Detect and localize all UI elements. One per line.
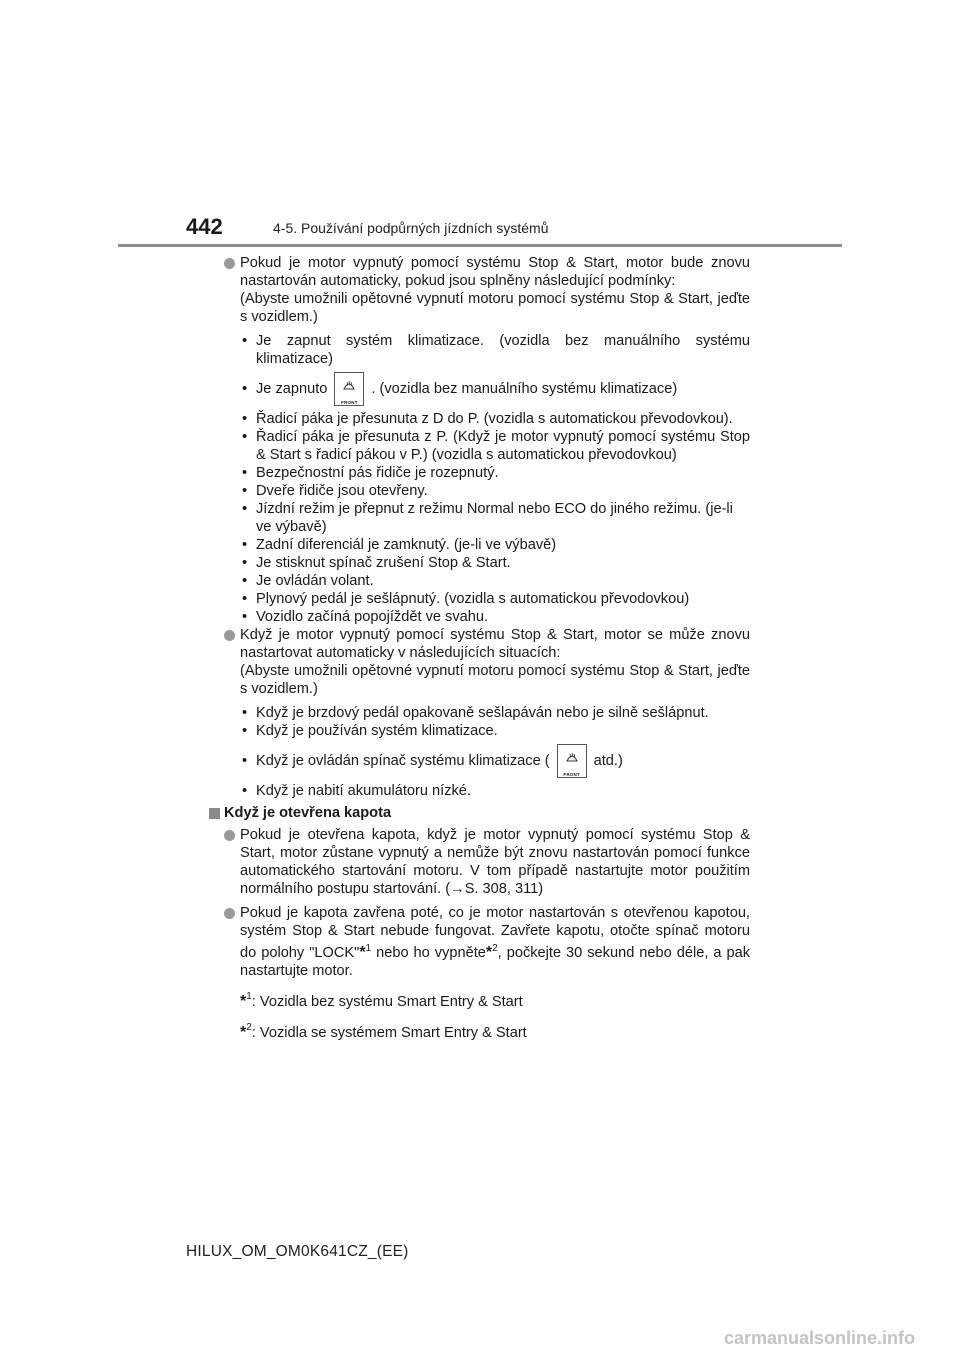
list-item: • Když je nabití akumulátoru nízké.	[242, 783, 471, 799]
paragraph-text: Pokud je kapota zavřena poté, co je motor nastartován s otevřenou kapotou, systém Stop & Start nebude fungovat. Zavřete kapotu, otočte spínač motoru do polohy "LOCK"*$^1$ nebo ho vypněte*$^2$, počkejte 30 sekund nebo déle, a pak nastartujte motor.	[240, 905, 751, 979]
paragraph-note: (Abyste umožnili opětovné vypnutí motoru pomocí systému Stop & Start, jeďte s vozidlem.)	[240, 663, 750, 697]
bullet-dot-icon	[224, 830, 235, 841]
list-item: • Vozidlo začíná popojíždět ve svahu.	[242, 609, 489, 625]
section-title: 4-5. Používání podpůrných jízdních systémů	[273, 220, 549, 236]
bullet-dot-icon	[224, 908, 235, 919]
paragraph-text: Když je motor vypnutý pomocí systému Stop & Start, motor se může znovu nastartovat automaticky v následujících situacích:	[240, 627, 750, 661]
header-rule	[118, 244, 842, 247]
list-item: • Je zapnut systém klimatizace. (vozidla bez manuálního systému klimatizace)	[242, 333, 750, 367]
list-item: • Když je brzdový pedál opakovaně sešlapáván nebo je silně sešlápnut.	[242, 705, 709, 721]
list-item: • Když je ovládán spínač systému klimatizace ( FRONT atd.)	[186, 744, 750, 778]
bullet-paragraph	[186, 826, 750, 898]
bullet-dot-icon	[224, 258, 235, 269]
list-item: • Je ovládán volant.	[242, 573, 374, 589]
list-item: • Řadicí páka je přesunuta z D do P. (vozidla s automatickou převodovkou).	[242, 411, 733, 427]
paragraph-text: Pokud je otevřena kapota, když je motor vypnutý pomocí systému Stop & Start, motor zůstane vypnutý a nemůže být znovu nastartován pomocí funkce automatického startování motoru. V tom případě nastartujte motor použitím normálního postupu startování. (→S. 308, 311)	[240, 827, 750, 897]
list-item: • Když je používán systém klimatizace.	[242, 723, 498, 739]
page-number: 442	[186, 214, 223, 239]
list-item: • Je stisknut spínač zrušení Stop & Start.	[242, 555, 511, 571]
list-item: • Plynový pedál je sešlápnutý. (vozidla s automatickou převodovkou)	[242, 591, 690, 607]
bullet-paragraph	[186, 904, 750, 980]
bullet-paragraph	[186, 254, 750, 326]
section-square-icon	[209, 808, 220, 819]
front-defogger-button-icon: FRONT	[334, 372, 364, 406]
list-item: • Bezpečnostní pás řidiče je rozepnutý.	[242, 465, 499, 481]
list-item: • Jízdní režim je přepnut z režimu Normal nebo ECO do jiného režimu. (je-li ve výbavě)	[242, 501, 733, 535]
front-defogger-button-icon: FRONT	[557, 744, 587, 778]
list-item: • Dveře řidiče jsou otevřeny.	[242, 483, 428, 499]
paragraph-note: (Abyste umožnili opětovné vypnutí motoru pomocí systému Stop & Start, jeďte s vozidlem.)	[240, 291, 750, 325]
footnote: *$^1$: Vozidla bez systému Smart Entry & Start	[240, 990, 523, 1010]
section-heading: Když je otevřena kapota	[186, 804, 750, 822]
paragraph-text: Pokud je motor vypnutý pomocí systému Stop & Start, motor bude znovu nastartován automaticky, pokud jsou splněny následující podmínky:	[240, 255, 750, 289]
page-content	[186, 254, 750, 1042]
list-item: • Je zapnuto FRONT . (vozidla bez manuálního systému klimatizace)	[186, 372, 750, 406]
list-item: • Zadní diferenciál je zamknutý. (je-li ve výbavě)	[242, 537, 557, 553]
bullet-paragraph	[186, 626, 750, 698]
document-code: HILUX_OM_OM0K641CZ_(EE)	[186, 1243, 409, 1260]
watermark: carmanualsonline.info	[724, 1328, 916, 1348]
list-item: • Řadicí páka je přesunuta z P. (Když je motor vypnutý pomocí systému Stop & Start s řadicí pákou v P.) (vozidla s automatickou převodovkou)	[242, 429, 750, 463]
footnote: *$^2$: Vozidla se systémem Smart Entry & Start	[240, 1021, 527, 1041]
page-header	[186, 214, 886, 244]
bullet-dot-icon	[224, 630, 235, 641]
